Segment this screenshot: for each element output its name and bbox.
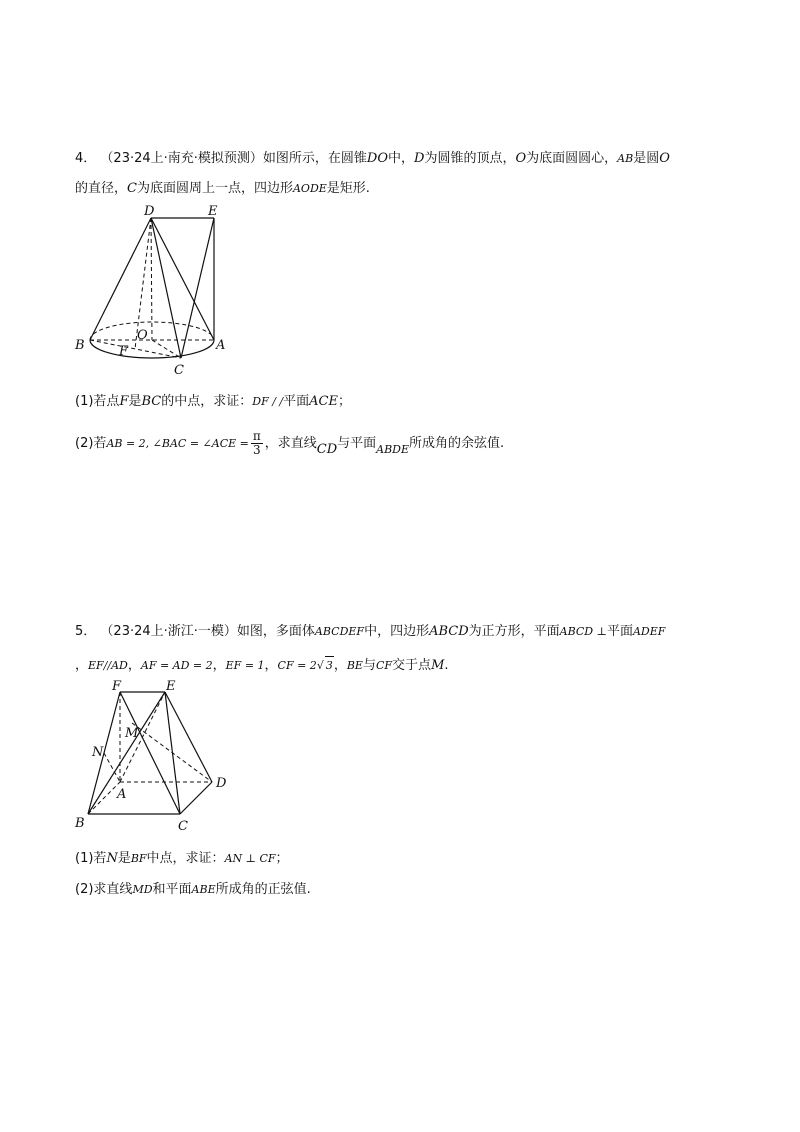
math: O <box>515 151 527 166</box>
math: D <box>414 151 425 166</box>
text: 如图，多面体 <box>236 624 315 639</box>
text: 所成角的正弦值. <box>215 882 311 897</box>
math: BF <box>130 852 147 865</box>
math: AF = AD = 2 <box>140 659 213 672</box>
math: DO <box>366 151 389 166</box>
math: CF = 2 <box>277 659 317 672</box>
label-C: C <box>174 363 184 378</box>
question-label: (1) <box>75 851 94 866</box>
text: 和平面 <box>152 882 192 897</box>
math: AB = 2, ∠BAC = ∠ACE = <box>106 437 249 450</box>
text: 中点，求证： <box>146 851 225 866</box>
sqrt-symbol: √ <box>316 659 324 672</box>
problem-5-question-2 <box>75 881 311 899</box>
text: ， <box>75 658 89 673</box>
math: BE <box>346 659 363 672</box>
text: 中， <box>388 151 415 166</box>
label-C: C <box>178 819 188 834</box>
text: 的直径， <box>75 181 128 196</box>
math: AODE <box>292 182 327 195</box>
question-label: (2) <box>75 882 94 897</box>
text: 中，四边形 <box>364 624 430 639</box>
text: 是圆 <box>633 151 660 166</box>
problem-5-question-1 <box>75 850 289 868</box>
fraction-numerator: π <box>252 429 261 443</box>
text: 与平面 <box>337 436 377 451</box>
math: MD <box>132 883 153 896</box>
math: ABE <box>191 883 216 896</box>
math: CD <box>316 442 338 457</box>
label-E: E <box>208 204 218 219</box>
label-M: M <box>125 726 139 741</box>
text: 为正方形，平面 <box>468 624 560 639</box>
text: 与 <box>362 658 376 673</box>
problem-4-number: 4． <box>75 151 97 166</box>
text: 若点 <box>93 394 120 409</box>
text: ； <box>275 851 289 866</box>
math: 3 <box>325 656 334 675</box>
math: EF//AD <box>88 659 128 672</box>
text: ，求直线 <box>264 436 317 451</box>
label-D: D <box>144 204 155 219</box>
problem-5-line-1 <box>75 623 665 641</box>
text: 是矩形. <box>326 181 370 196</box>
math: ABCD <box>429 624 469 639</box>
problem-5-figure <box>70 675 240 840</box>
math: F <box>119 394 129 409</box>
math: EF = 1 <box>225 659 265 672</box>
question-label: (1) <box>75 394 94 409</box>
text: 的中点，求证： <box>161 394 253 409</box>
problem-5-number: 5． <box>75 624 97 639</box>
text: 所成角的余弦值. <box>409 436 505 451</box>
text: 平面 <box>283 394 310 409</box>
problem-4-line-1 <box>75 150 670 168</box>
text: 为圆锥的顶点， <box>424 151 516 166</box>
text: . <box>444 658 449 673</box>
math: BC <box>141 394 162 409</box>
fraction-pi-over-3 <box>251 430 263 457</box>
math: N <box>106 851 118 866</box>
problem-4-source: （23·24上·南充·模拟预测） <box>100 151 263 166</box>
math: AB <box>617 152 634 165</box>
text: ， <box>212 658 226 673</box>
text: 平面 <box>606 624 633 639</box>
text: 若 <box>93 436 107 451</box>
label-B: B <box>75 816 85 831</box>
math: ABDE <box>376 443 410 456</box>
text: ， <box>127 658 141 673</box>
math: O <box>659 151 670 166</box>
math: DF / / <box>252 395 284 408</box>
text: 求直线 <box>93 882 133 897</box>
label-A: A <box>216 338 226 353</box>
text: 为底面圆圆心， <box>526 151 618 166</box>
problem-4-question-2 <box>75 430 504 459</box>
label-N: N <box>92 745 104 760</box>
text: 是 <box>128 394 142 409</box>
math: ADEF <box>632 625 666 638</box>
math: AN ⊥ CF <box>224 852 276 865</box>
problem-4-line-2 <box>75 180 370 198</box>
problem-4-question-1 <box>75 393 351 411</box>
label-F: F <box>119 344 129 359</box>
text: 如图所示，在圆锥 <box>262 151 367 166</box>
math: CF <box>375 659 393 672</box>
text: ； <box>337 394 351 409</box>
label-F: F <box>112 679 122 694</box>
text: 是 <box>117 851 131 866</box>
label-E: E <box>166 679 176 694</box>
math: M <box>431 658 445 673</box>
problem-5-line-2 <box>75 656 449 675</box>
math: C <box>127 181 137 196</box>
math: ABCDEF <box>314 625 365 638</box>
label-A: A <box>117 787 127 802</box>
text: 为底面圆周上一点，四边形 <box>136 181 293 196</box>
text: ， <box>264 658 278 673</box>
math: ABCD ⊥ <box>559 625 607 638</box>
problem-5-source: （23·24上·浙江·一模） <box>100 624 237 639</box>
label-B: B <box>75 338 85 353</box>
label-O: O <box>137 328 148 343</box>
problem-4-figure <box>70 200 240 380</box>
math: ACE <box>309 394 338 409</box>
label-D: D <box>216 776 227 791</box>
text: ， <box>333 658 347 673</box>
fraction-denominator: 3 <box>252 443 261 457</box>
question-label: (2) <box>75 436 94 451</box>
text: 若 <box>93 851 107 866</box>
text: 交于点 <box>392 658 432 673</box>
